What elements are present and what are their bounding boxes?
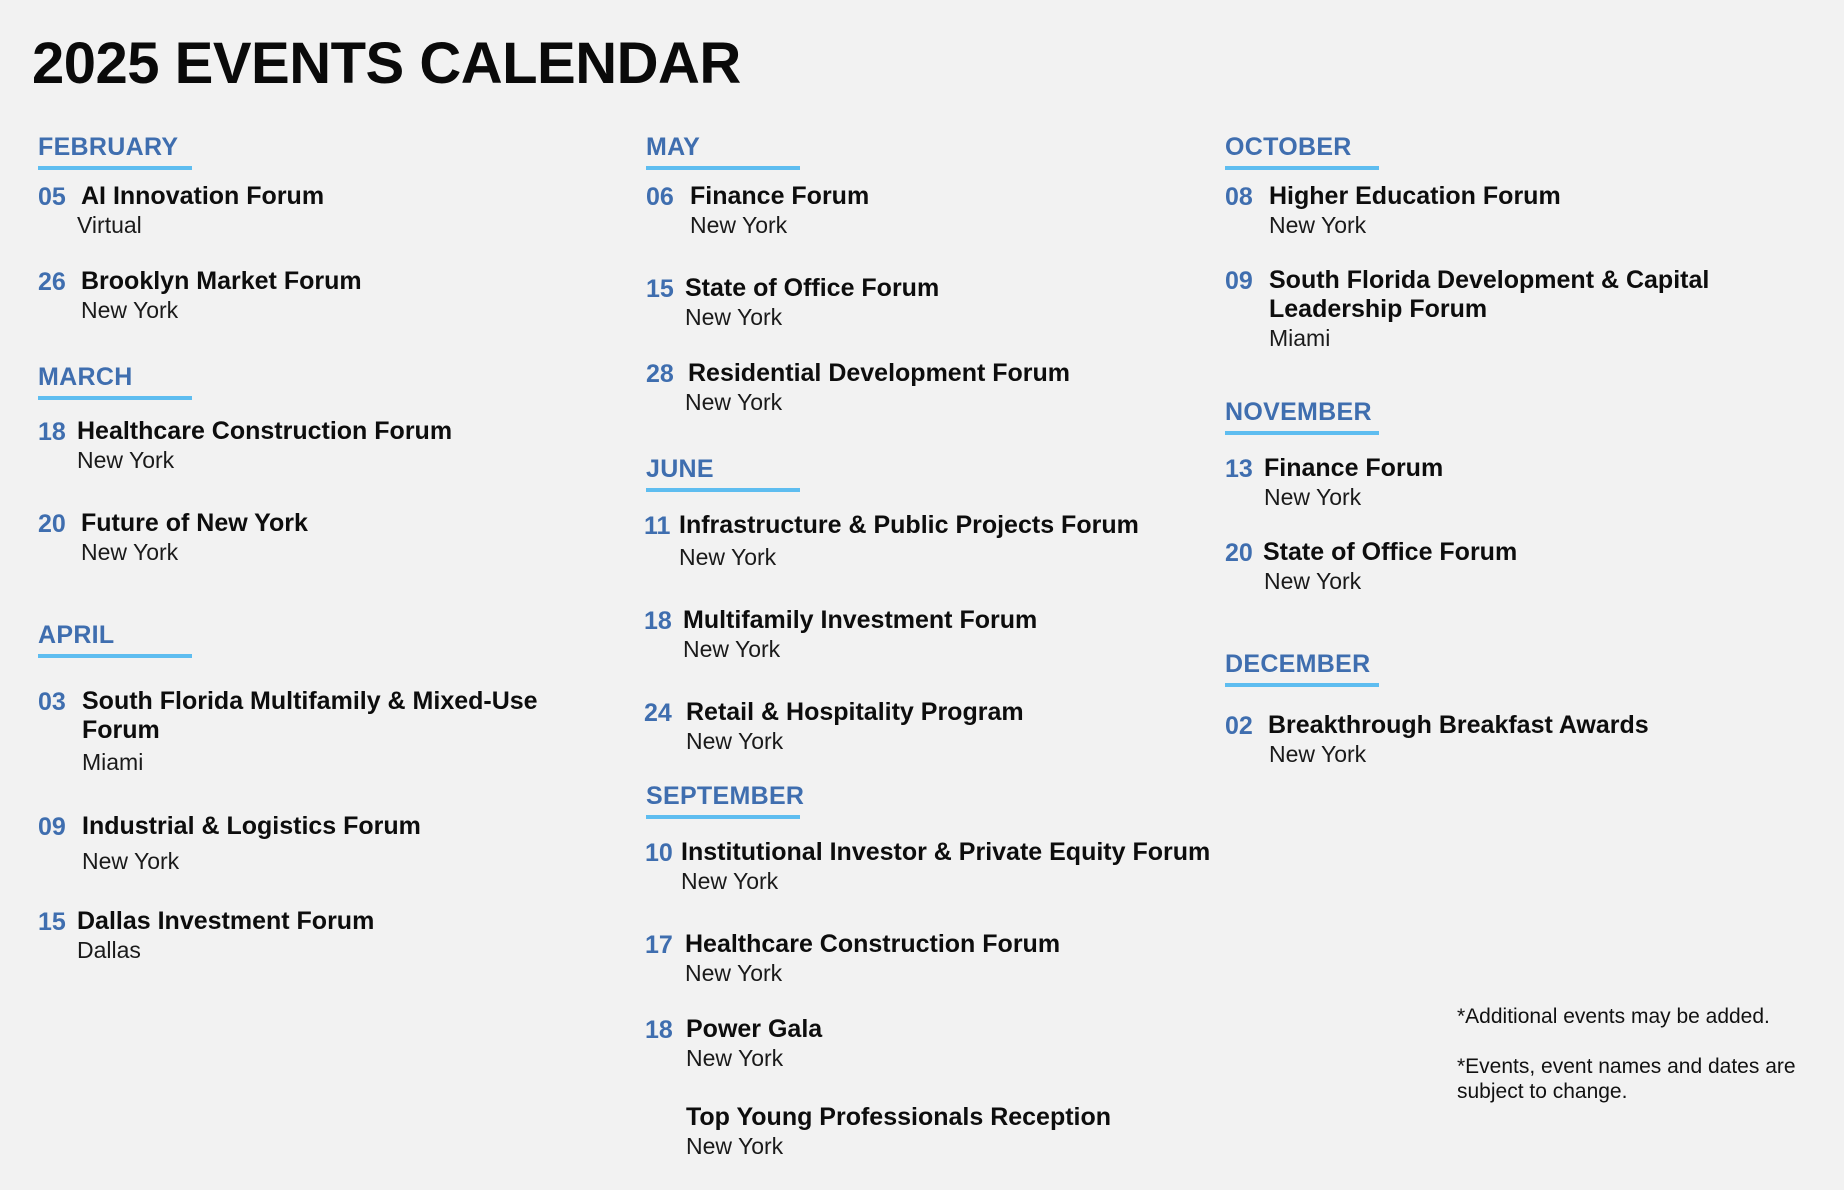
event-location: Dallas (77, 937, 141, 963)
event-location: New York (690, 212, 788, 238)
event-location: New York (685, 304, 783, 330)
month-september (646, 781, 804, 819)
month-heading: MAY (646, 133, 701, 161)
event-name: Infrastructure & Public Projects Forum (679, 511, 1139, 539)
month-heading: APRIL (38, 621, 115, 649)
month-underline (646, 815, 800, 819)
event-item (646, 182, 869, 239)
event-name: Brooklyn Market Forum (81, 267, 362, 295)
event-location: Miami (1269, 325, 1331, 351)
event-location: Miami (82, 749, 144, 775)
event-name: Finance Forum (1264, 454, 1444, 482)
month-underline (646, 488, 800, 492)
event-day: 05 (38, 183, 66, 211)
event-location: New York (686, 1045, 784, 1071)
event-item (644, 698, 1024, 755)
event-name: Top Young Professionals Reception (686, 1103, 1112, 1131)
event-location: New York (1269, 212, 1367, 238)
event-item (1225, 454, 1443, 511)
event-location: New York (681, 868, 779, 894)
page-title: 2025 EVENTS CALENDAR (32, 31, 741, 96)
event-item (646, 359, 1070, 416)
event-name: State of Office Forum (685, 274, 940, 302)
event-day: 24 (644, 699, 672, 727)
event-day: 03 (38, 688, 66, 716)
event-location: New York (685, 960, 783, 986)
event-name: Future of New York (81, 509, 308, 537)
month-heading: DECEMBER (1225, 650, 1371, 678)
event-name: Healthcare Construction Forum (685, 930, 1061, 958)
month-underline (1225, 166, 1379, 170)
event-location: New York (683, 636, 781, 662)
event-item (38, 509, 308, 566)
event-location: New York (1264, 568, 1362, 594)
event-name: Institutional Investor & Private Equity Forum (681, 838, 1211, 866)
event-location: New York (81, 539, 179, 565)
month-october (1225, 132, 1379, 170)
note-additional-events: *Additional events may be added. (1457, 1005, 1770, 1028)
event-name: Multifamily Investment Forum (683, 606, 1038, 634)
event-location: New York (685, 389, 783, 415)
month-may (646, 132, 800, 170)
event-location: New York (686, 1133, 784, 1159)
month-march (38, 362, 192, 400)
event-day: 10 (645, 839, 673, 867)
event-location: Virtual (77, 212, 142, 238)
event-location: New York (82, 848, 180, 874)
event-location: New York (77, 447, 175, 473)
month-april (38, 620, 192, 658)
note-subject-to-change: *Events, event names and dates are subject to change. (1457, 1055, 1796, 1103)
event-item (645, 838, 1210, 895)
event-day: 18 (644, 607, 672, 635)
event-day: 08 (1225, 183, 1253, 211)
event-name: Breakthrough Breakfast Awards (1268, 711, 1649, 739)
event-day: 09 (38, 813, 66, 841)
event-item (1225, 182, 1561, 239)
month-heading: OCTOBER (1225, 133, 1352, 161)
month-underline (1225, 683, 1379, 687)
event-name: Dallas Investment Forum (77, 907, 375, 935)
event-item (38, 267, 362, 324)
month-underline (1225, 431, 1379, 435)
month-heading: MARCH (38, 363, 133, 391)
event-item (645, 930, 1060, 987)
event-name: State of Office Forum (1263, 538, 1518, 566)
event-location: New York (1269, 741, 1367, 767)
event-day: 15 (646, 275, 674, 303)
month-heading: NOVEMBER (1225, 398, 1372, 426)
event-location: New York (686, 728, 784, 754)
event-day: 09 (1225, 267, 1253, 295)
event-item (646, 274, 939, 331)
event-name: South Florida Development & Capital Leadership Forum (1269, 266, 1710, 323)
event-item (644, 511, 1139, 571)
month-february (38, 132, 192, 170)
event-item (1225, 538, 1517, 595)
event-day: 20 (38, 510, 66, 538)
event-day: 18 (38, 418, 66, 446)
event-name: Higher Education Forum (1269, 182, 1561, 210)
event-day: 06 (646, 183, 674, 211)
event-name: Retail & Hospitality Program (686, 698, 1024, 726)
event-day: 11 (644, 512, 671, 540)
month-underline (38, 166, 192, 170)
event-item (38, 417, 452, 474)
event-name: Residential Development Forum (688, 359, 1071, 387)
event-item (645, 1103, 1111, 1160)
event-name: Power Gala (686, 1015, 823, 1043)
month-heading: SEPTEMBER (646, 782, 805, 810)
event-day: 17 (645, 931, 673, 959)
month-underline (38, 654, 192, 658)
event-name: Finance Forum (690, 182, 870, 210)
event-day: 28 (646, 360, 674, 388)
event-name: Industrial & Logistics Forum (82, 812, 421, 840)
event-location: New York (1264, 484, 1362, 510)
month-heading: JUNE (646, 455, 714, 483)
event-item (1225, 711, 1649, 768)
event-item (644, 606, 1037, 663)
event-item (38, 182, 324, 239)
event-item (38, 907, 374, 964)
event-name: Healthcare Construction Forum (77, 417, 453, 445)
month-june (646, 454, 800, 492)
event-day: 02 (1225, 712, 1253, 740)
event-item (645, 1015, 822, 1072)
event-day: 15 (38, 908, 66, 936)
month-december (1225, 649, 1379, 687)
month-underline (646, 166, 800, 170)
disclaimer-notes (1457, 1004, 1817, 1129)
month-heading: FEBRUARY (38, 133, 179, 161)
event-day: 20 (1225, 539, 1253, 567)
event-item (38, 812, 421, 875)
event-location: New York (679, 544, 777, 570)
event-name: AI Innovation Forum (81, 182, 325, 210)
event-item (1225, 266, 1739, 352)
month-november (1225, 397, 1379, 435)
event-location: New York (81, 297, 179, 323)
event-day: 13 (1225, 455, 1253, 483)
event-item (38, 687, 562, 776)
event-name: South Florida Multifamily & Mixed-Use Forum (82, 687, 538, 744)
month-underline (38, 396, 192, 400)
event-day: 18 (645, 1016, 673, 1044)
event-day: 26 (38, 268, 66, 296)
